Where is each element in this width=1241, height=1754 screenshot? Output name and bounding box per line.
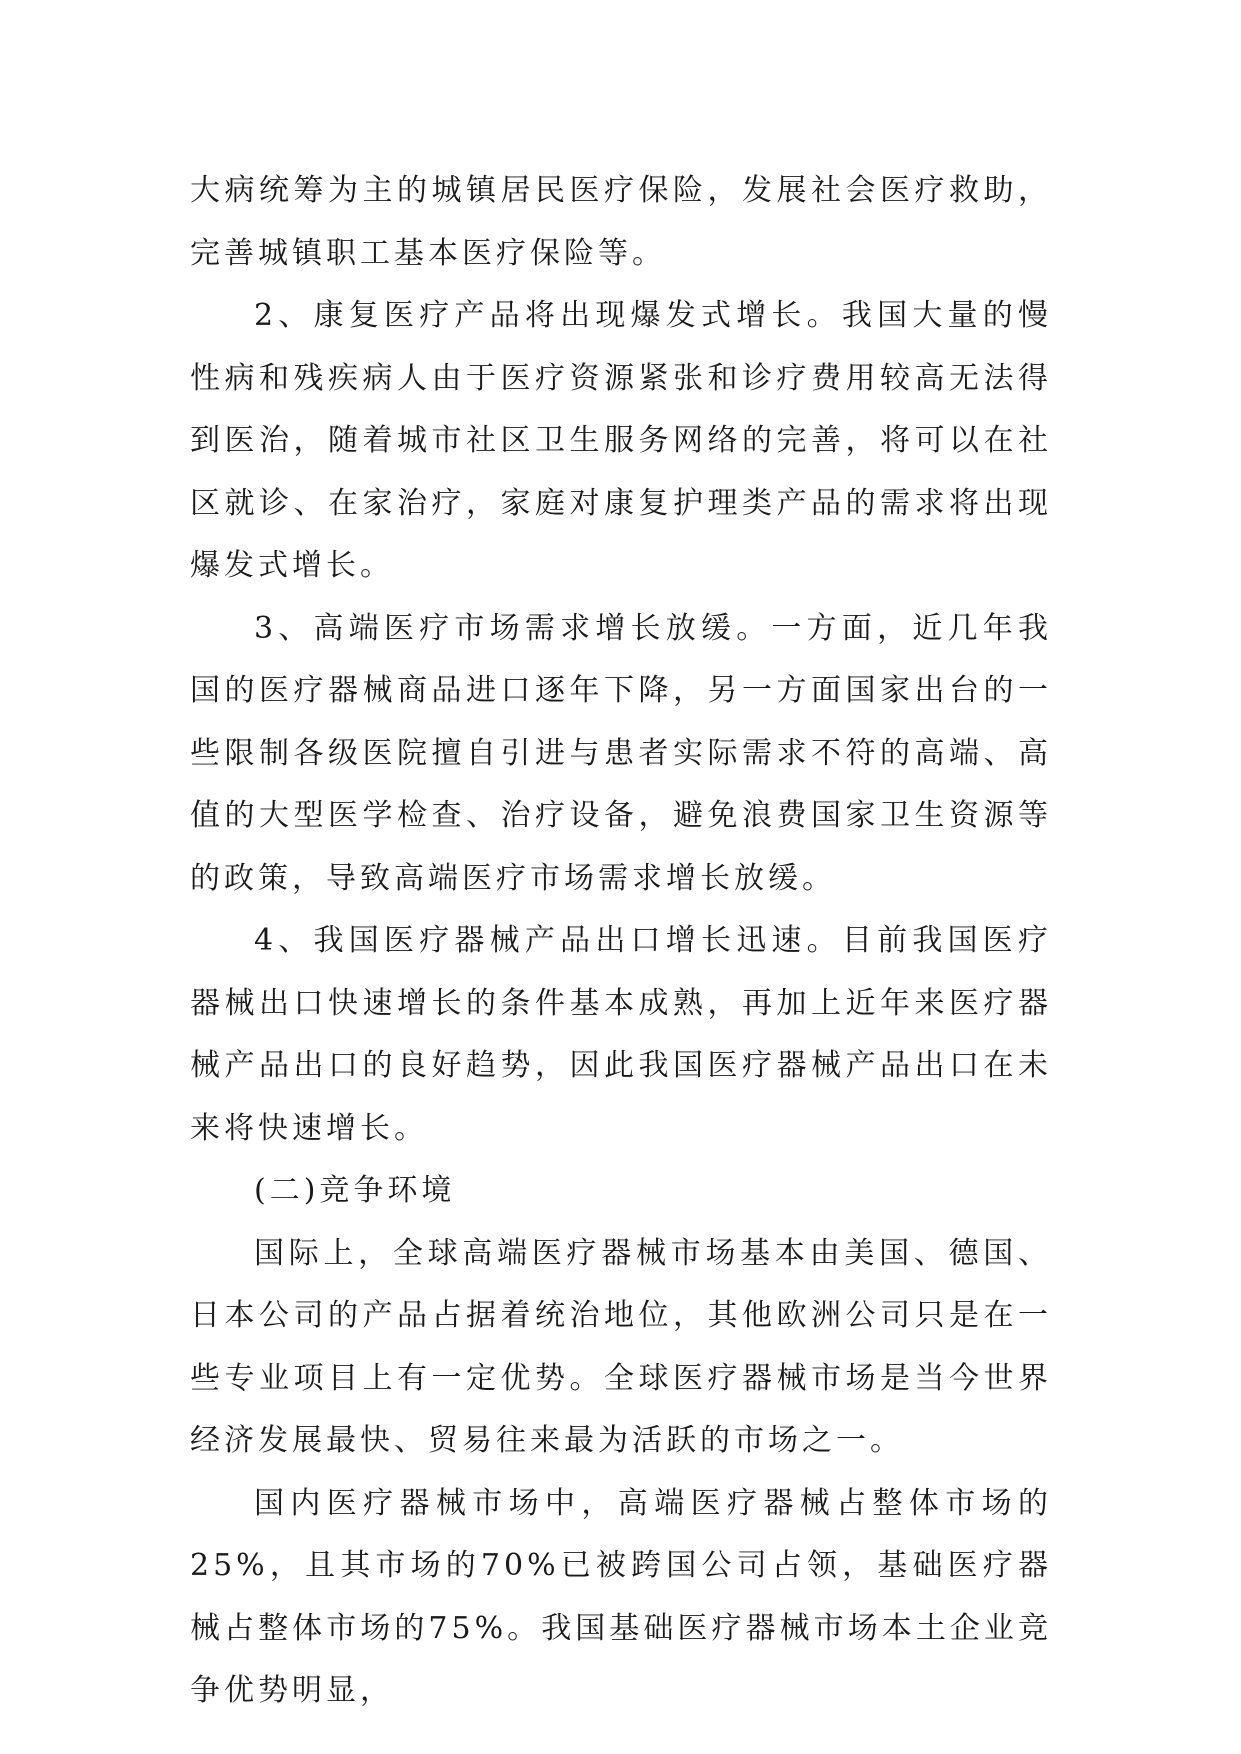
- paragraph-international: 国际上，全球高端医疗器械市场基本由美国、德国、日本公司的产品占据着统治地位，其他欧洲公司只是在一些专业项目上有一定优势。全球医疗器械市场是当今世界经济发展最快、贸易往来最为活跃的市场之一。: [190, 1235, 1052, 1458]
- paragraph-item-4: 4、我国医疗器械产品出口增长迅速。目前我国医疗器械出口快速增长的条件基本成熟，再加上近年来医疗器械产品出口的良好趋势，因此我国医疗器械产品出口在未来将快速增长。: [190, 923, 1052, 1146]
- paragraph-domestic: 国内医疗器械市场中，高端医疗器械占整体市场的25%，且其市场的70%已被跨国公司占领，基础医疗器械占整体市场的75%。我国基础医疗器械市场本土企业竞争优势明显，: [190, 1485, 1052, 1708]
- paragraph-item-3: 3、高端医疗市场需求增长放缓。一方面，近几年我国的医疗器械商品进口逐年下降，另一方面国家出台的一些限制各级医院擅自引进与患者实际需求不符的高端、高值的大型医学检查、治疗设备，避免浪费国家卫生资源等的政策，导致高端医疗市场需求增长放缓。: [190, 610, 1052, 896]
- section-heading: (二)竞争环境: [254, 1173, 456, 1208]
- paragraph-continuation: 大病统筹为主的城镇居民医疗保险，发展社会医疗救助，完善城镇职工基本医疗保险等。: [190, 173, 1052, 271]
- paragraph-item-2: 2、康复医疗产品将出现爆发式增长。我国大量的慢性病和残疾病人由于医疗资源紧张和诊疗费用较高无法得到医治，随着城市社区卫生服务网络的完善，将可以在社区就诊、在家治疗，家庭对康复护理类产品的需求将出现爆发式增长。: [190, 298, 1052, 583]
- document-body: [190, 160, 1052, 1723]
